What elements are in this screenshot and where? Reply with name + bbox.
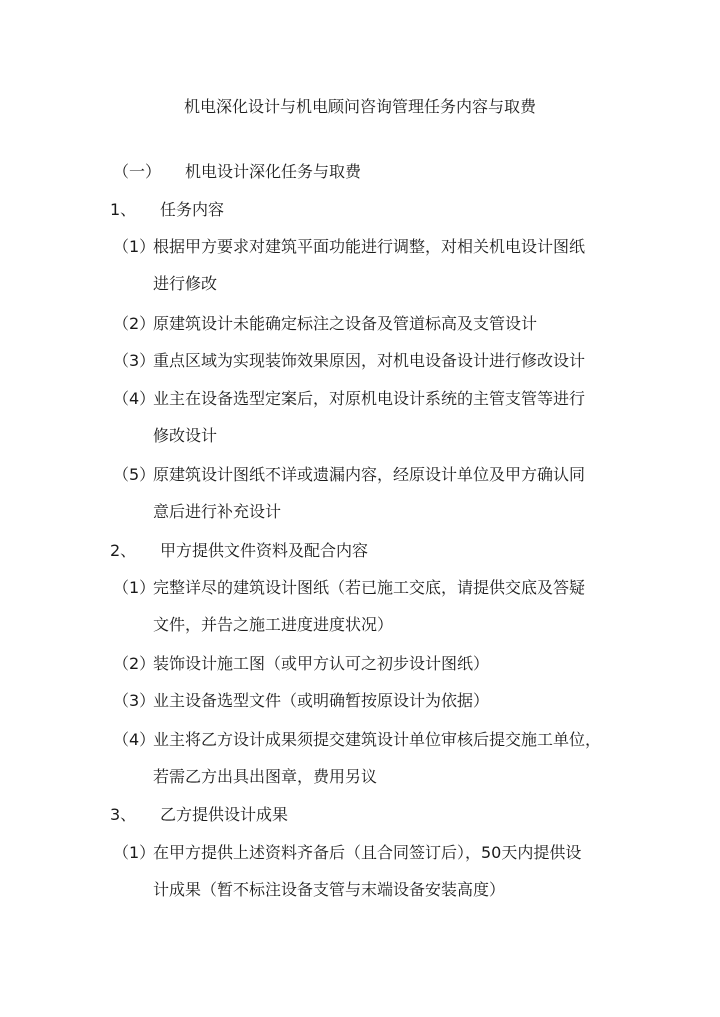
list-item-marker: （1） (113, 237, 156, 256)
list-item-text: 原建筑设计未能确定标注之设备及管道标高及支管设计 (153, 314, 538, 333)
section-heading: 机电设计深化任务与取费 (185, 162, 362, 181)
list-item-text-cont: 文件，并告之施工进度进度状况） (153, 615, 394, 634)
list-item-marker: （3） (113, 691, 156, 710)
list-item-marker: （5） (113, 465, 156, 484)
list-item-text-cont: 修改设计 (153, 426, 218, 445)
list-item-marker: （2） (113, 654, 156, 673)
section-marker: （一） (113, 162, 162, 181)
item-2-marker: 2、 (110, 541, 137, 560)
list-item-text: 业主在设备选型定案后，对原机电设计系统的主管支管等进行 (153, 389, 586, 408)
list-item-marker: （3） (113, 351, 156, 370)
item-2-heading: 甲方提供文件资料及配合内容 (160, 541, 369, 560)
list-item-text: 完整详尽的建筑设计图纸（若已施工交底，请提供交底及答疑 (153, 578, 586, 597)
list-item-text-cont: 意后进行补充设计 (153, 502, 282, 521)
list-item-marker: （4） (113, 730, 156, 749)
list-item-text: 原建筑设计图纸不详或遗漏内容，经原设计单位及甲方确认同 (153, 465, 586, 484)
item-1-marker: 1、 (110, 200, 137, 219)
list-item-text: 业主设备选型文件（或明确暂按原设计为依据） (153, 691, 490, 710)
document-title: 机电深化设计与机电顾问咨询管理任务内容与取费 (183, 97, 536, 116)
item-3-marker: 3、 (110, 805, 137, 824)
list-item-text: 装饰设计施工图（或甲方认可之初步设计图纸） (153, 654, 490, 673)
list-item-marker: （2） (113, 314, 156, 333)
item-1-heading: 任务内容 (160, 200, 225, 219)
list-item-text: 根据甲方要求对建筑平面功能进行调整，对相关机电设计图纸 (153, 237, 586, 256)
list-item-text-cont: 进行修改 (153, 274, 218, 293)
list-item-text: 在甲方提供上述资料齐备后（且合同签订后），50天内提供设 (153, 843, 582, 862)
list-item-text-cont: 计成果（暂不标注设备支管与末端设备安装高度） (153, 880, 506, 899)
list-item-text-cont: 若需乙方出具出图章，费用另议 (153, 767, 378, 786)
item-3-heading: 乙方提供设计成果 (160, 805, 289, 824)
list-item-marker: （4） (113, 389, 156, 408)
list-item-marker: （1） (113, 843, 156, 862)
list-item-marker: （1） (113, 578, 156, 597)
list-item-text: 业主将乙方设计成果须提交建筑设计单位审核后提交施工单位， (153, 730, 602, 749)
list-item-text: 重点区域为实现装饰效果原因，对机电设备设计进行修改设计 (153, 351, 586, 370)
